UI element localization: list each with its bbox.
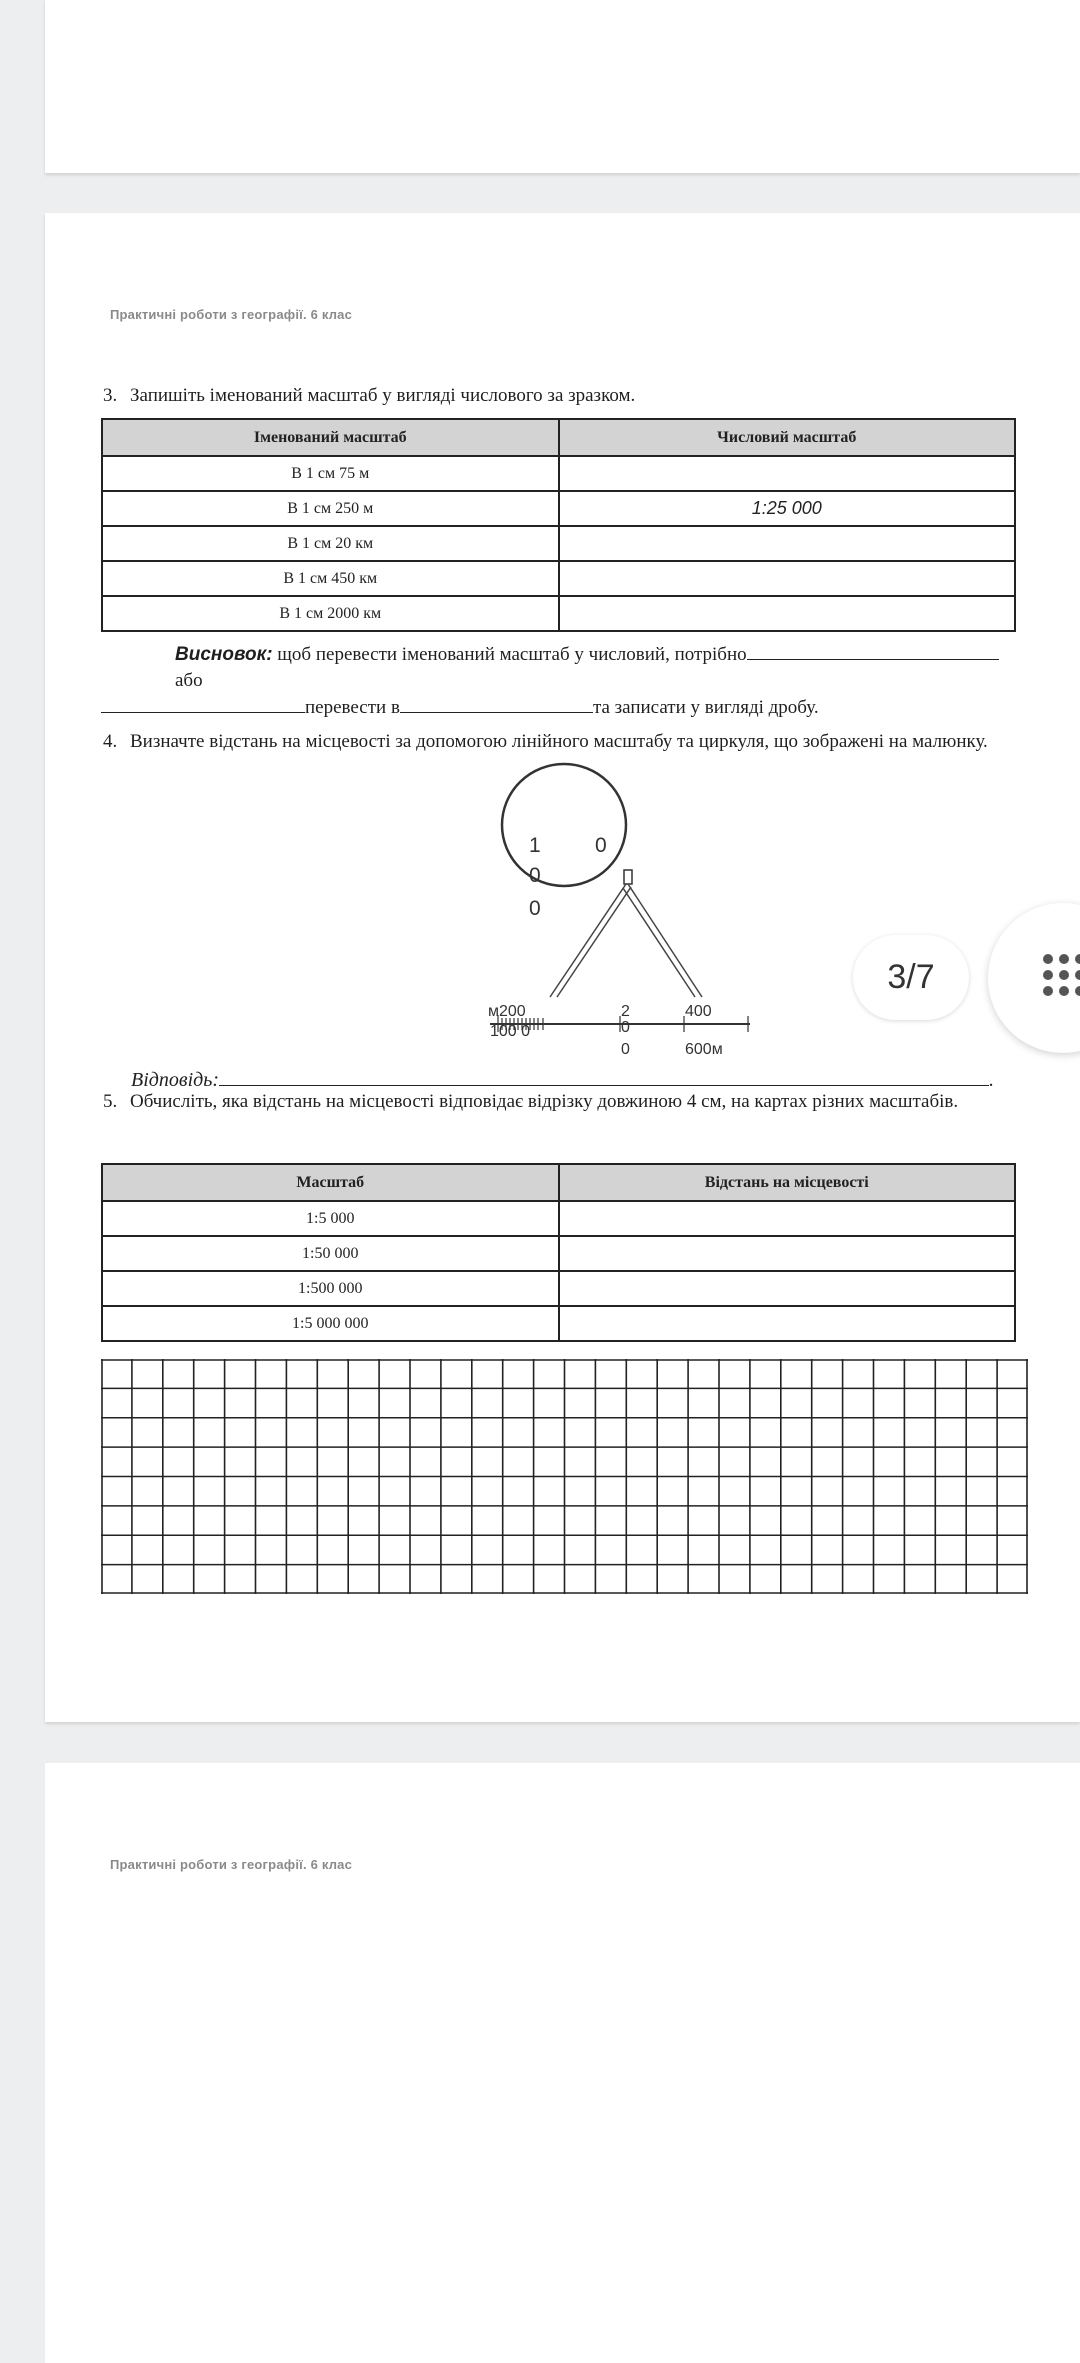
scale-unit-label: 600м [685,1041,723,1058]
fill-blank[interactable] [400,694,593,713]
numeric-scale-cell [559,561,1016,596]
scale-label-left-under: 100 0 [490,1023,531,1040]
circle-digit: 1 [529,834,541,857]
scale-mid-digit: 0 [621,1041,630,1058]
question-3 [103,383,635,409]
question-number: 3. [103,385,118,406]
compass-leg-left [550,884,626,997]
table-row [102,1201,1015,1236]
scale-cell: 1:500 000 [102,1271,559,1306]
fill-blank[interactable] [747,641,999,660]
named-scale-table [101,418,1016,632]
circle-digit: 0 [529,864,541,887]
distance-cell [559,1271,1016,1306]
table-row [102,596,1015,631]
page-indicator: 3/7 [853,935,969,1020]
conclusion-text-4: та записати у вигляді дробу. [592,697,819,718]
compass-hinge [624,870,632,884]
column-header-scale: Масштаб [102,1164,559,1201]
previous-page-sheet [45,0,1080,173]
column-header-distance: Відстань на місцевості [559,1164,1016,1201]
question-text: Обчисліть, яка відстань на місцевості відповідає відрізку довжиною 4 см, на картах різних масштабів. [130,1091,959,1112]
distance-cell [559,1201,1016,1236]
compass-scale-figure [440,760,770,1060]
scale-cell: 1:5 000 000 [102,1306,559,1341]
conclusion-block [101,641,1021,721]
conclusion-text-1: щоб перевести іменований масштаб у числовий, потрібно [272,644,747,665]
question-text: Визначте відстань на місцевості за допомогою лінійного масштабу та циркуля, що зображені на малюнку. [130,731,988,752]
scale-label-left: м200 [488,1003,526,1020]
answer-label: Відповідь: [131,1069,220,1091]
answer-blank[interactable] [219,1067,989,1086]
column-header-numeric-scale: Числовий масштаб [559,419,1016,456]
answer-end: . [989,1069,995,1091]
named-scale-cell: В 1 см 75 м [102,456,559,491]
named-scale-cell: В 1 см 20 км [102,526,559,561]
scale-label-right: 400 [685,1003,712,1020]
circle-digit: 0 [529,897,541,920]
table-row [102,561,1015,596]
column-header-named-scale: Іменований масштаб [102,419,559,456]
distance-cell [559,1236,1016,1271]
circle-outline [502,764,626,886]
question-text: Запишіть іменований масштаб у вигляді числового за зразком. [130,385,636,406]
question-5 [103,1089,958,1115]
compass-leg-right [623,888,695,997]
numeric-scale-cell: 1:25 000 [559,491,1016,526]
numeric-scale-cell [559,596,1016,631]
question-number: 4. [103,731,118,752]
named-scale-cell: В 1 см 250 м [102,491,559,526]
circle-digit: 0 [595,834,607,857]
named-scale-cell: В 1 см 2000 км [102,596,559,631]
table-row [102,1236,1015,1271]
page-running-header: Практичні роботи з географії. 6 клас [110,307,353,322]
table-row [102,1306,1015,1341]
named-scale-cell: В 1 см 450 км [102,561,559,596]
dots-grid-icon [1042,953,1080,1003]
table-row [102,491,1015,526]
numeric-scale-cell [559,526,1016,561]
scale-cell: 1:50 000 [102,1236,559,1271]
page-running-header: Практичні роботи з географії. 6 клас [110,1857,353,1872]
table-row [102,1271,1015,1306]
fill-blank[interactable] [101,694,305,713]
table-row [102,456,1015,491]
distance-cell [559,1306,1016,1341]
conclusion-text-3: перевести в [305,697,400,718]
distance-table [101,1163,1016,1342]
scale-cell: 1:5 000 [102,1201,559,1236]
conclusion-lead: Висновок: [175,644,273,665]
scale-mid-digit: 0 [621,1019,630,1036]
table-row [102,526,1015,561]
compass-leg-left [557,887,631,997]
question-number: 5. [103,1091,118,1112]
conclusion-text-2: або [175,670,203,691]
graph-paper-grid [101,1359,1028,1594]
question-4 [103,729,1003,755]
numeric-scale-cell [559,456,1016,491]
scale-mid-digit: 2 [621,1003,630,1020]
next-page-sheet [45,1763,1080,2363]
compass-leg-right [628,884,702,997]
